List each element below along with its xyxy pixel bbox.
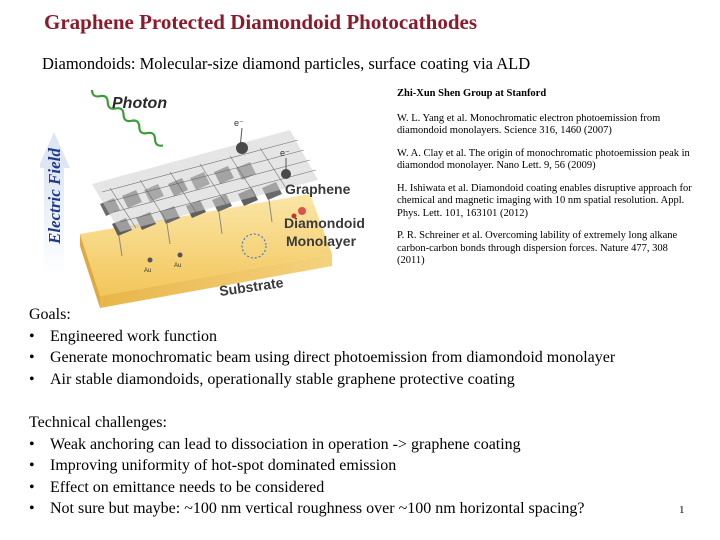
reference-item: W. A. Clay et al. The origin of monochromatic photoemission peak in diamondod monolayer. Nano Lett. 9, 56 (2009): [397, 147, 690, 171]
references-panel: [397, 88, 697, 278]
photocathode-illustration: [40, 84, 392, 310]
challenges-section: [29, 412, 689, 520]
goals-section: [29, 304, 709, 390]
goals-list: [29, 326, 709, 391]
monolayer-label: Monolayer: [286, 233, 357, 249]
page-number: 1: [679, 504, 685, 516]
list-item: • Not sure but maybe: ~100 nm vertical roughness over ~100 nm horizontal spacing?: [29, 500, 585, 517]
list-item: • Generate monochromatic beam using direct photoemission from diamondoid monolayer: [29, 349, 616, 366]
reference-item: P. R. Schreiner et al. Overcoming lability of extremely long alkane carbon-carbon bonds through dispersion forces. Nature 477, 308 (2011): [397, 230, 678, 266]
substrate-atom-label: Au: [144, 268, 152, 274]
substrate-label: Substrate: [218, 274, 285, 299]
reference-item: W. L. Yang et al. Monochromatic electron photoemission from diamondoid monolayers. Science 316, 1460 (2007): [397, 112, 661, 136]
list-item: • Weak anchoring can lead to dissociation in operation -> graphene coating: [29, 435, 521, 453]
slide-subtitle: Diamondoids: Molecular-size diamond particles, surface coating via ALD: [42, 54, 531, 73]
list-item: • Engineered work function: [29, 327, 218, 345]
research-group: Zhi-Xun Shen Group at Stanford: [397, 88, 547, 99]
photon-label: Photon: [112, 95, 168, 112]
list-item: • Improving uniformity of hot-spot dominated emission: [29, 457, 397, 474]
electric-field-label: Electric Field: [45, 148, 64, 244]
challenges-heading: Technical challenges:: [29, 414, 167, 431]
graphene-label: Graphene: [285, 181, 351, 197]
reference-item: H. Ishiwata et al. Diamondoid coating enables disruptive approach for chemical and magnetic imaging with 10 nm spatial resolution. Appl. Phys. Lett. 101, 163101 (2012): [397, 182, 692, 219]
challenges-list: [29, 434, 689, 520]
list-item: • Air stable diamondoids, operationally stable graphene protective coating: [29, 370, 515, 388]
slide-title: Graphene Protected Diamondoid Photocathodes: [44, 10, 478, 34]
substrate-atom-label: Au: [174, 263, 182, 269]
electron-label: e⁻: [234, 118, 244, 128]
electron-label: e⁻: [280, 148, 290, 158]
goals-heading: Goals:: [29, 306, 71, 323]
photocathode-figure: [40, 84, 392, 310]
diamondoid-label: Diamondoid: [284, 215, 365, 231]
list-item: • Effect on emittance needs to be considered: [29, 478, 325, 496]
